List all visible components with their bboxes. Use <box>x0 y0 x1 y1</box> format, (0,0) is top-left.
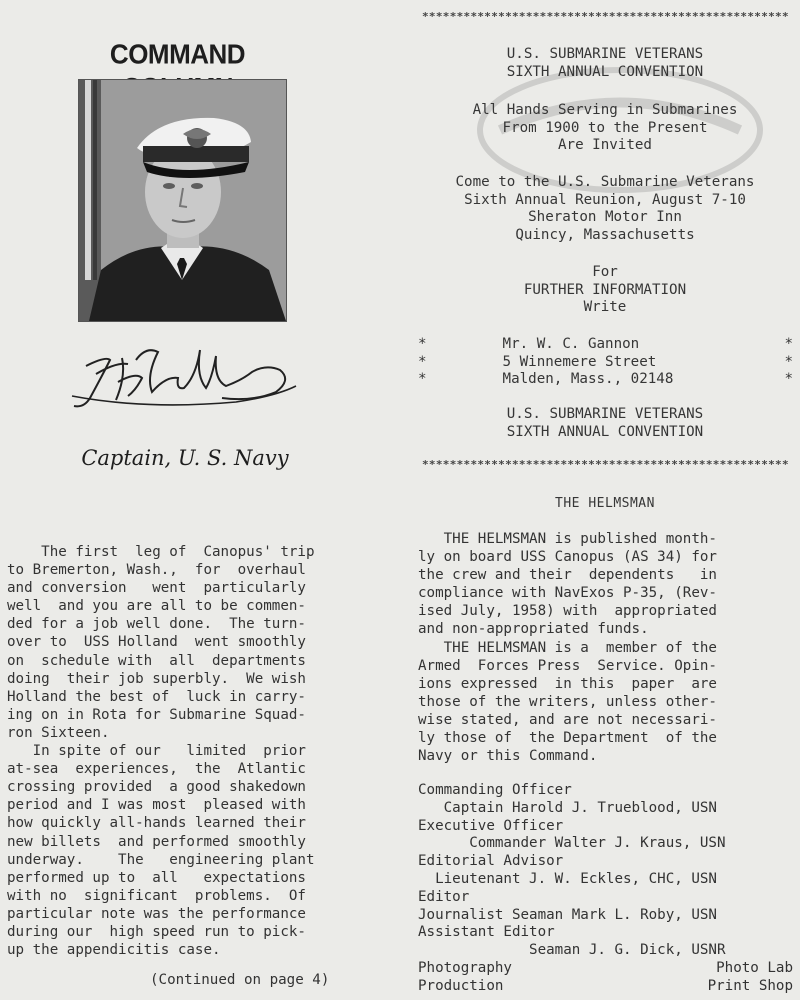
address-marker-left: * <box>418 353 427 370</box>
staff-line: Commander Walter J. Kraus, USN <box>418 835 726 852</box>
address-line <box>418 371 793 389</box>
photography-value: Photo Lab <box>716 959 793 976</box>
address-marker-left: * <box>418 336 427 352</box>
production-label: Production <box>418 977 504 994</box>
portrait-illustration <box>79 80 286 321</box>
address-marker-left: * <box>418 371 427 388</box>
staff-listing <box>418 782 793 996</box>
command-column-article: The first leg of Canopus' trip to Bremerton, Wash., for overhaul and conversion went particularly well and you are all to be commen- ded for a job well done. The turn- over to USS Holland went smoothly on schedule with all departments doing their job superbly. We wish Holland the best of luck in carry- ing on in Rota for Submarine Squad- ron Sixteen. In spite of our limited prior at-sea experiences, the Atlantic crossing provided a good shakedown period and I was most pleased with how quickly all-hands learned their new billets and performed smoothly underway. The engineering plant performed up to all expectations with no significant problems. Of particular note was the performance during our high speed run to pick- up the appendicitis case. <box>7 544 315 959</box>
staff-line: Lieutenant J. W. Eckles, CHC, USN <box>418 870 717 887</box>
address-marker-right: * <box>784 353 793 370</box>
production-value: Print Shop <box>707 977 793 994</box>
captain-portrait-photo <box>78 79 287 322</box>
contact-address <box>418 336 793 389</box>
star-border-top: ***************************************************** <box>422 10 789 23</box>
staff-line: Editorial Advisor <box>418 853 564 870</box>
convention-heading-top: U.S. SUBMARINE VETERANS SIXTH ANNUAL CONVENTION <box>506 46 704 80</box>
star-border-bottom: ***************************************************** <box>422 458 789 471</box>
address-city: Malden, Mass., 02148 <box>502 371 674 388</box>
staff-line: Commanding Officer <box>418 782 572 798</box>
reunion-details: Come to the U.S. Submarine Veterans Sixth Annual Reunion, August 7-10 Sheraton Motor Inn Quincy, Massachusetts <box>455 174 755 243</box>
convention-heading-bottom: U.S. SUBMARINE VETERANS SIXTH ANNUAL CONVENTION <box>506 406 704 440</box>
address-street: 5 Winnemere Street <box>502 353 657 370</box>
convention-invitation: All Hands Serving in Submarines From 1900 to the Present Are Invited <box>472 102 738 154</box>
staff-line: Assistant Editor <box>418 924 555 941</box>
staff-line: Journalist Seaman Mark L. Roby, USN <box>418 906 717 923</box>
staff-production-row <box>418 978 793 996</box>
address-marker-right: * <box>784 371 793 388</box>
helmsman-heading: THE HELMSMAN <box>555 496 655 511</box>
address-marker-right: * <box>784 336 793 352</box>
staff-photography-row <box>418 960 793 978</box>
staff-line: Editor <box>418 888 470 905</box>
signature-caption: Captain, U. S. Navy <box>81 446 289 470</box>
staff-line: Captain Harold J. Trueblood, USN <box>418 799 717 816</box>
information-prompt: For FURTHER INFORMATION Write <box>523 264 687 316</box>
helmsman-masthead-text: THE HELMSMAN is published month- ly on board USS Canopus (AS 34) for the crew and their dependents in compliance with NavExos P-35, (Rev- ised July, 1958) with appropriated and non-appropriated funds. THE HELMSMAN is a member of the Armed Forces Press Service. Opin- ions expressed in this paper are those of the writers, unless other- wise stated, and are not necessari- ly those of the Department of the Navy or this Command. <box>418 531 717 765</box>
address-line <box>418 354 793 372</box>
command-column-title: COMMAND <box>109 37 246 70</box>
address-line <box>418 336 793 354</box>
continued-note: (Continued on page 4) <box>150 972 330 988</box>
photography-label: Photography <box>418 959 512 976</box>
staff-line: Seaman J. G. Dick, USNR <box>418 942 726 959</box>
address-name: Mr. W. C. Gannon <box>502 336 640 352</box>
staff-line: Executive Officer <box>418 817 564 834</box>
captain-signature <box>66 336 306 414</box>
right-column <box>410 0 800 1000</box>
